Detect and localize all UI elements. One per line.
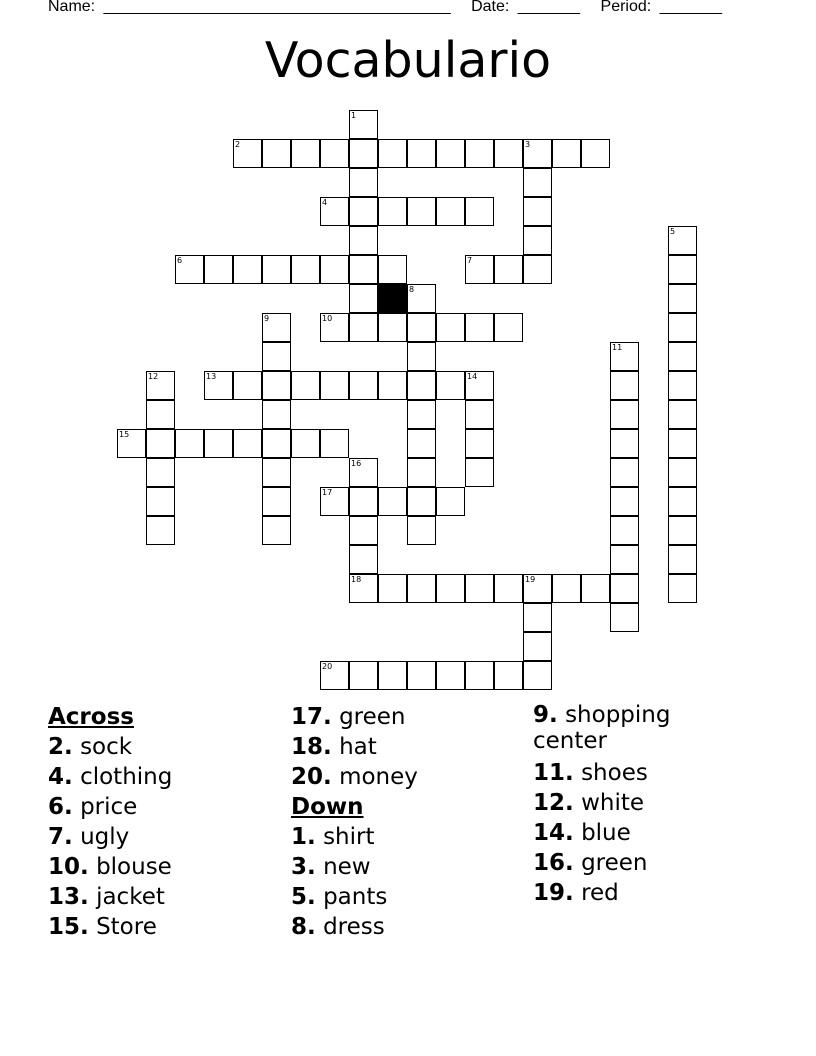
grid-cell[interactable] [552, 139, 581, 168]
grid-cell[interactable] [436, 139, 465, 168]
clue-down-9: 9. shopping center [533, 702, 671, 754]
cell-number: 9 [264, 314, 270, 323]
grid-cell[interactable] [349, 487, 378, 516]
black-square [378, 284, 407, 313]
grid-cell[interactable] [320, 313, 349, 342]
grid-cell[interactable] [378, 371, 407, 400]
grid-cell[interactable] [407, 313, 436, 342]
cell-number: 4 [322, 198, 328, 207]
grid-cell[interactable] [610, 603, 639, 632]
cell-number: 15 [119, 430, 130, 439]
grid-cell[interactable] [436, 574, 465, 603]
grid-cell[interactable] [523, 574, 552, 603]
cell-number: 18 [351, 575, 362, 584]
grid-cell[interactable] [175, 255, 204, 284]
clue-across-10: 10. blouse [48, 854, 172, 880]
grid-cell[interactable] [465, 429, 494, 458]
grid-cell[interactable] [668, 255, 697, 284]
clue-across-18: 18. hat [291, 734, 377, 760]
grid-cell[interactable] [465, 661, 494, 690]
grid-cell[interactable] [349, 255, 378, 284]
grid-cell[interactable] [436, 197, 465, 226]
clue-down-5: 5. pants [291, 884, 388, 910]
clue-across-20: 20. money [291, 764, 418, 790]
cell-number: 10 [322, 314, 333, 323]
grid-cell[interactable] [349, 168, 378, 197]
grid-cell[interactable] [291, 139, 320, 168]
grid-cell[interactable] [465, 139, 494, 168]
cell-number: 12 [148, 372, 159, 381]
clue-down-1: 1. shirt [291, 824, 375, 850]
grid-cell[interactable] [465, 197, 494, 226]
grid-cell[interactable] [320, 429, 349, 458]
cell-number: 2 [235, 140, 241, 149]
grid-cell[interactable] [291, 371, 320, 400]
date-label: Date: [471, 0, 510, 15]
period-label: Period: [600, 0, 652, 15]
cell-number: 5 [670, 227, 676, 236]
grid-cell[interactable] [320, 255, 349, 284]
grid-cell[interactable] [668, 516, 697, 545]
grid-cell[interactable] [349, 110, 378, 139]
grid-cell[interactable] [407, 458, 436, 487]
period-line[interactable]: _______ [659, 0, 722, 15]
cell-number: 3 [525, 140, 531, 149]
grid-cell[interactable] [378, 255, 407, 284]
grid-cell[interactable] [349, 661, 378, 690]
grid-cell[interactable] [407, 429, 436, 458]
grid-cell[interactable] [668, 487, 697, 516]
grid-cell[interactable] [146, 429, 175, 458]
grid-cell[interactable] [262, 487, 291, 516]
grid-cell[interactable] [349, 371, 378, 400]
grid-cell[interactable] [523, 197, 552, 226]
clue-across-7: 7. ugly [48, 824, 130, 850]
cell-number: 1 [351, 111, 357, 120]
grid-cell[interactable] [581, 139, 610, 168]
grid-cell[interactable] [465, 458, 494, 487]
down-heading: Down [291, 794, 364, 820]
grid-cell[interactable] [523, 255, 552, 284]
grid-cell[interactable] [610, 400, 639, 429]
grid-cell[interactable] [349, 516, 378, 545]
grid-cell[interactable] [668, 429, 697, 458]
grid-cell[interactable] [407, 197, 436, 226]
clue-down-19: 19. red [533, 880, 619, 906]
grid-cell[interactable] [378, 139, 407, 168]
grid-cell[interactable] [610, 429, 639, 458]
grid-cell[interactable] [465, 371, 494, 400]
grid-cell[interactable] [262, 400, 291, 429]
cell-number: 8 [409, 285, 415, 294]
grid-cell[interactable] [146, 400, 175, 429]
clue-down-8: 8. dress [291, 914, 385, 940]
grid-cell[interactable] [407, 400, 436, 429]
grid-cell[interactable] [291, 255, 320, 284]
grid-cell[interactable] [523, 226, 552, 255]
grid-cell[interactable] [581, 574, 610, 603]
grid-cell[interactable] [407, 661, 436, 690]
date-line[interactable]: _______ [517, 0, 581, 15]
grid-cell[interactable] [146, 516, 175, 545]
grid-cell[interactable] [494, 139, 523, 168]
cell-number: 7 [467, 256, 473, 265]
clue-across-6: 6. price [48, 794, 138, 820]
grid-cell[interactable] [610, 342, 639, 371]
grid-cell[interactable] [175, 429, 204, 458]
grid-cell[interactable] [610, 458, 639, 487]
grid-cell[interactable] [465, 255, 494, 284]
grid-cell[interactable] [523, 661, 552, 690]
grid-cell[interactable] [407, 487, 436, 516]
grid-cell[interactable] [146, 487, 175, 516]
grid-cell[interactable] [262, 139, 291, 168]
clue-across-4: 4. clothing [48, 764, 173, 790]
grid-cell[interactable] [349, 545, 378, 574]
cell-number: 20 [322, 662, 333, 671]
grid-cell[interactable] [378, 197, 407, 226]
grid-cell[interactable] [204, 429, 233, 458]
grid-cell[interactable] [523, 168, 552, 197]
grid-cell[interactable] [436, 661, 465, 690]
grid-cell[interactable] [262, 255, 291, 284]
grid-cell[interactable] [320, 487, 349, 516]
grid-cell[interactable] [378, 661, 407, 690]
grid-cell[interactable] [262, 429, 291, 458]
name-line[interactable]: _______________________________________ [103, 0, 451, 15]
grid-cell[interactable] [523, 139, 552, 168]
grid-cell[interactable] [668, 458, 697, 487]
grid-cell[interactable] [233, 139, 262, 168]
cell-number: 19 [525, 575, 536, 584]
grid-cell[interactable] [494, 255, 523, 284]
grid-cell[interactable] [552, 574, 581, 603]
clue-down-14: 14. blue [533, 820, 631, 846]
grid-cell[interactable] [349, 197, 378, 226]
grid-cell[interactable] [262, 313, 291, 342]
grid-cell[interactable] [465, 400, 494, 429]
grid-cell[interactable] [320, 371, 349, 400]
grid-cell[interactable] [378, 574, 407, 603]
clue-across-13: 13. jacket [48, 884, 165, 910]
grid-cell[interactable] [436, 487, 465, 516]
cell-number: 14 [467, 372, 478, 381]
clue-down-3: 3. new [291, 854, 371, 880]
grid-cell[interactable] [378, 487, 407, 516]
grid-cell[interactable] [349, 226, 378, 255]
grid-cell[interactable] [668, 284, 697, 313]
clue-down-12: 12. white [533, 790, 645, 816]
cell-number: 16 [351, 459, 362, 468]
grid-cell[interactable] [494, 661, 523, 690]
grid-cell[interactable] [465, 313, 494, 342]
grid-cell[interactable] [668, 545, 697, 574]
grid-cell[interactable] [262, 371, 291, 400]
grid-cell[interactable] [668, 400, 697, 429]
clue-down-16: 16. green [533, 850, 648, 876]
grid-cell[interactable] [610, 574, 639, 603]
clue-column-1 [48, 702, 172, 942]
grid-cell[interactable] [262, 516, 291, 545]
grid-cell[interactable] [233, 371, 262, 400]
grid-cell[interactable] [523, 632, 552, 661]
clue-column-3 [533, 702, 733, 908]
grid-cell[interactable] [349, 139, 378, 168]
grid-cell[interactable] [204, 371, 233, 400]
grid-cell[interactable] [320, 661, 349, 690]
grid-cell[interactable] [233, 255, 262, 284]
grid-cell[interactable] [407, 516, 436, 545]
grid-cell[interactable] [320, 139, 349, 168]
grid-cell[interactable] [407, 139, 436, 168]
clue-column-2 [291, 702, 418, 942]
clue-across-15: 15. Store [48, 914, 157, 940]
grid-cell[interactable] [523, 603, 552, 632]
page-title: Vocabulario [264, 32, 552, 89]
grid-cell[interactable] [378, 313, 407, 342]
clue-across-17: 17. green [291, 704, 406, 730]
cell-number: 13 [206, 372, 217, 381]
grid-cell[interactable] [494, 313, 523, 342]
grid-cell[interactable] [668, 371, 697, 400]
grid-cell[interactable] [610, 516, 639, 545]
grid-cell[interactable] [668, 342, 697, 371]
grid-cell[interactable] [291, 429, 320, 458]
grid-cell[interactable] [349, 313, 378, 342]
grid-cell[interactable] [262, 458, 291, 487]
cell-number: 6 [177, 256, 183, 265]
clue-across-2: 2. sock [48, 734, 133, 760]
grid-cell[interactable] [668, 226, 697, 255]
grid-cell[interactable] [349, 458, 378, 487]
grid-cell[interactable] [146, 458, 175, 487]
grid-cell[interactable] [349, 574, 378, 603]
clue-down-11: 11. shoes [533, 760, 648, 786]
grid-cell[interactable] [668, 313, 697, 342]
grid-cell[interactable] [436, 313, 465, 342]
grid-cell[interactable] [668, 574, 697, 603]
grid-cell[interactable] [494, 574, 523, 603]
cell-number: 11 [612, 343, 623, 352]
grid-cell[interactable] [320, 197, 349, 226]
grid-cell[interactable] [610, 371, 639, 400]
grid-cell[interactable] [465, 574, 494, 603]
grid-cell[interactable] [349, 284, 378, 313]
grid-cell[interactable] [204, 255, 233, 284]
grid-cell[interactable] [262, 342, 291, 371]
grid-cell[interactable] [407, 342, 436, 371]
across-heading: Across [48, 704, 134, 730]
grid-cell[interactable] [117, 429, 146, 458]
grid-cell[interactable] [233, 429, 262, 458]
grid-cell[interactable] [610, 487, 639, 516]
grid-cell[interactable] [610, 545, 639, 574]
cell-number: 17 [322, 488, 333, 497]
grid-cell[interactable] [407, 284, 436, 313]
grid-cell[interactable] [146, 371, 175, 400]
grid-cell[interactable] [407, 371, 436, 400]
grid-cell[interactable] [407, 574, 436, 603]
name-label: Name: [48, 0, 96, 15]
grid-cell[interactable] [436, 371, 465, 400]
